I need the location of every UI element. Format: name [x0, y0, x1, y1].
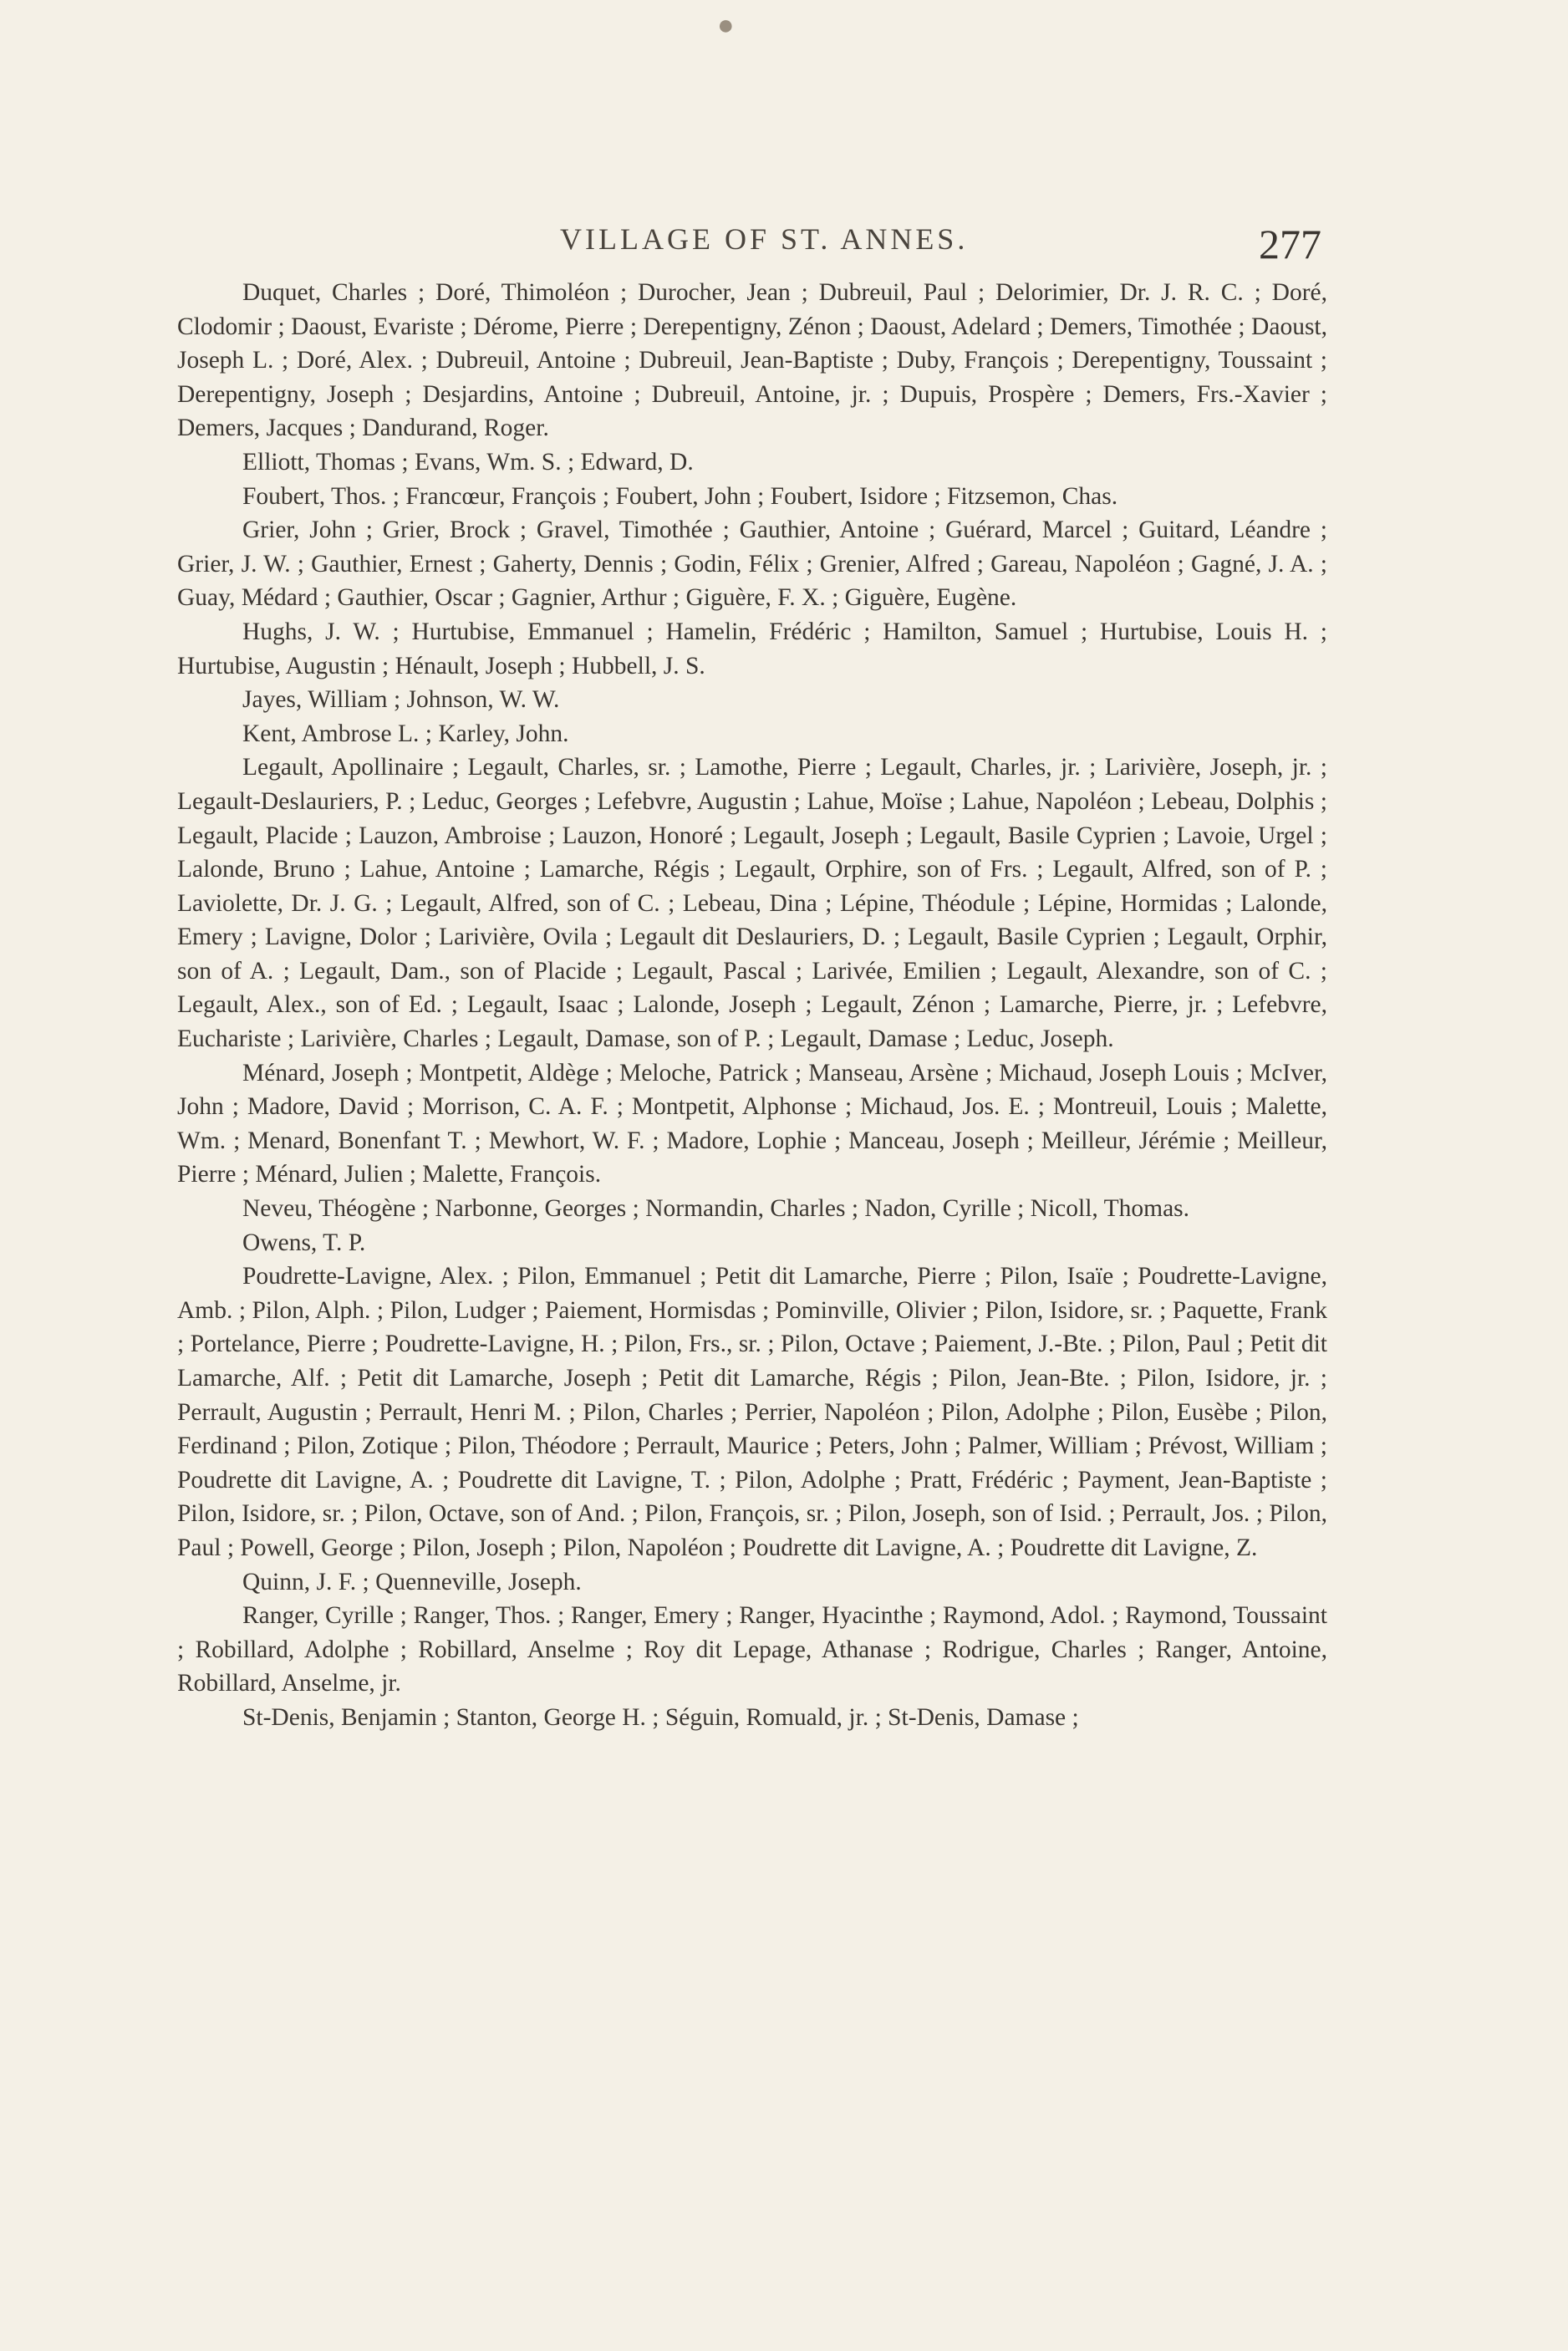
paragraph-l-names: Legault, Apollinaire ; Legault, Charles, sr. ; Lamothe, Pierre ; Legault, Charles, jr. ; Larivière, Joseph, jr. ; Legault-Deslauriers, P. ; Leduc, Georges ; Lefebvre, Augustin ; Lahue, Moïse ; Lahue, Napoléon ; Lebeau, Dolphis ; Legault, Placide ; Lauzon, Ambroise ; Lauzon, Honoré ; Legault, Joseph ; Legault, Basile Cyprien ; Lavoie, Urgel ; Lalonde, Bruno ; Lahue, Antoine ; Lamarche, Régis ; Legault, Orphire, son of Frs. ; Legault, Alfred, son of P. ; Laviolette, Dr. J. G. ; Legault, Alfred, son of C. ; Lebeau, Dina ; Lépine, Théodule ; Lépine, Hormidas ; Lalonde, Emery ; Lavigne, Dolor ; Larivière, Ovila ; Legault dit Deslauriers, D. ; Legault, Basile Cyprien ; Legault, Orphir, son of A. ; Legault, Dam., son of Placide ; Legault, Pascal ; Larivée, Emilien ; Legault, Alexandre, son of C. ; Legault, Alex., son of Ed. ; Legault, Isaac ; Lalonde, Joseph ; Legault, Zénon ; Lamarche, Pierre, jr. ; Lefebvre, Eucharistе ; Larivière, Charles ; Legault, Damase, son of P. ; Legault, Damase ; Leduc, Joseph.	[177, 754, 1327, 1053]
paragraph-p-names: Poudrette-Lavigne, Alex. ; Pilon, Emmanuel ; Petit dit Lamarche, Pierre ; Pilon, Isaïe ; Poudrette-Lavigne, Amb. ; Pilon, Alph. ; Pilon, Ludger ; Paiement, Hormisdas ; Pominville, Olivier ; Pilon, Isidore, sr. ; Paquette, Frank ; Portelance, Pierre ; Poudrette-Lavigne, H. ; Pilon, Frs., sr. ; Pilon, Octave ; Paiement, J.-Bte. ; Pilon, Paul ; Petit dit Lamarche, Alf. ; Petit dit Lamarche, Joseph ; Petit dit Lamarche, Régis ; Pilon, Jean-Bte. ; Pilon, Isidore, jr. ; Perrault, Augustin ; Perrault, Henri M. ; Pilon, Charles ; Perrier, Napoléon ; Pilon, Adolphe ; Pilon, Eusèbe ; Pilon, Ferdinand ; Pilon, Zotique ; Pilon, Théodore ; Perrault, Maurice ; Peters, John ; Palmer, William ; Prévost, William ; Poudrette dit Lavigne, A. ; Poudrette dit Lavigne, T. ; Pilon, Adolphe ; Pratt, Frédéric ; Payment, Jean-Baptiste ; Pilon, Isidore, sr. ; Pilon, Octave, son of And. ; Pilon, François, sr. ; Pilon, Joseph, son of Isid. ; Perrault, Jos. ; Pilon, Paul ; Powell, George ; Pilon, Joseph ; Pilon, Napoléon ; Poudrette dit Lavigne, A. ; Poudrette dit Lavigne, Z.	[177, 1263, 1327, 1561]
paragraph-r-names: Ranger, Cyrille ; Ranger, Thos. ; Ranger, Emery ; Ranger, Hyacinthe ; Raymond, Adol. ; Raymond, Toussaint ; Robillard, Adolphe ; Robillard, Anselme ; Roy dit Lepage, Athanase ; Rodrigue, Charles ; Ranger, Antoine, Robillard, Anselme, jr.	[177, 1602, 1327, 1697]
paragraph-g-names: Grier, John ; Grier, Brock ; Gravel, Timothée ; Gauthier, Antoine ; Guérard, Marcel ; Guitard, Léandre ; Grier, J. W. ; Gauthier, Ernest ; Gaherty, Dennis ; Godin, Félix ; Grenier, Alfred ; Gareau, Napoléon ; Gagné, J. A. ; Guay, Médard ; Gauthier, Oscar ; Gagnier, Arthur ; Giguère, F. X. ; Giguère, Eugène.	[177, 517, 1327, 612]
ink-speck-mark: ●	[717, 10, 735, 41]
paragraph-n-names: Neveu, Théogène ; Narbonne, Georges ; Normandin, Charles ; Nadon, Cyrille ; Nicoll, Thomas.	[242, 1195, 1190, 1223]
paragraph-h-names: Hughs, J. W. ; Hurtubise, Emmanuel ; Hamelin, Frédéric ; Hamilton, Samuel ; Hurtubise, Louis H. ; Hurtubise, Augustin ; Hénault, Joseph ; Hubbell, J. S.	[177, 618, 1327, 679]
paragraph-e-names: Elliott, Thomas ; Evans, Wm. S. ; Edward, D.	[242, 448, 694, 476]
page-header	[0, 213, 1568, 280]
paragraph-m-names: Ménard, Joseph ; Montpetit, Aldège ; Meloche, Patrick ; Manseau, Arsène ; Michaud, Joseph Louis ; McIver, John ; Madore, David ; Morrison, C. A. F. ; Montpetit, Alphonse ; Michaud, Jos. E. ; Montreuil, Louis ; Malette, Wm. ; Menard, Bonenfant T. ; Mewhort, W. F. ; Madore, Lophie ; Manceau, Joseph ; Meilleur, Jérémie ; Meilleur, Pierre ; Ménard, Julien ; Malette, François.	[177, 1059, 1327, 1188]
paragraph-o-names: Owens, T. P.	[242, 1229, 366, 1256]
paragraph-s-names: St-Denis, Benjamin ; Stanton, George H. ; Séguin, Romuald, jr. ; St-Denis, Damase ;	[242, 1703, 1079, 1731]
paragraph-d-names: Duquet, Charles ; Doré, Thimoléon ; Durocher, Jean ; Dubreuil, Paul ; Delorimier, Dr. J. R. C. ; Doré, Clodomir ; Daoust, Evariste ; Dérome, Pierre ; Derepentigny, Zénon ; Daoust, Adelard ; Demers, Timothée ; Daoust, Joseph L. ; Doré, Alex. ; Dubreuil, Antoine ; Dubreuil, Jean-Baptiste ; Duby, François ; Derepentigny, Toussaint ; Derepentigny, Joseph ; Desjardins, Antoine ; Dubreuil, Antoine, jr. ; Dupuis, Prospère ; Demers, Frs.-Xavier ; Demers, Jacques ; Dandurand, Roger.	[177, 279, 1327, 442]
paragraph-q-names: Quinn, J. F. ; Quenneville, Joseph.	[242, 1568, 582, 1595]
paragraph-j-names: Jayes, William ; Johnson, W. W.	[242, 686, 560, 714]
paragraph-k-names: Kent, Ambrose L. ; Karley, John.	[242, 720, 569, 747]
running-title: VILLAGE OF ST. ANNES.	[560, 222, 969, 256]
page-number: 277	[1259, 221, 1321, 267]
directory-body	[177, 276, 1327, 1735]
paragraph-f-names: Foubert, Thos. ; Francœur, François ; Foubert, John ; Foubert, Isidore ; Fitzsemon, Chas.	[242, 482, 1118, 510]
